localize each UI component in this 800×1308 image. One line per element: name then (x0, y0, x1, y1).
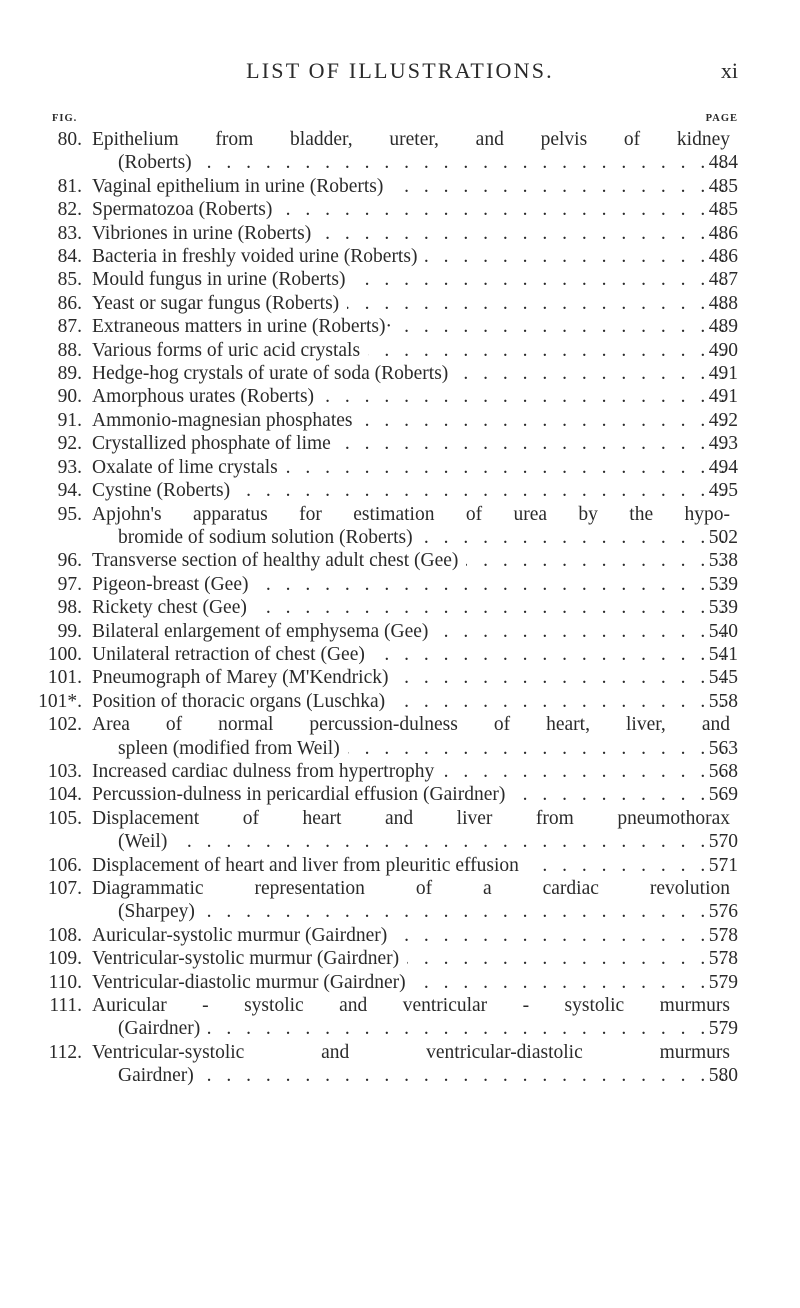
entry-title-line (0, 479, 800, 502)
entry-title: Increased cardiac dulness from hypertrophy (92, 760, 435, 782)
dot-leader (466, 549, 730, 572)
list-item (0, 245, 800, 268)
dot-leader (208, 1017, 730, 1040)
dot-leader (361, 409, 731, 432)
list-item (0, 573, 800, 596)
entry-title-line (0, 760, 800, 783)
entry-title: Ventricular-systolic murmur (Gairdner) (92, 948, 400, 970)
figure-number: 112. (48, 1041, 82, 1063)
figure-number: 106. (47, 854, 82, 876)
entry-title-line (0, 643, 800, 666)
list-item (0, 432, 800, 455)
dot-leader (238, 479, 730, 502)
entry-page-number: 571 (708, 854, 738, 876)
entry-title: bromide of sodium solution (Roberts) (118, 526, 413, 548)
list-item (0, 690, 800, 713)
entry-title-line (0, 666, 800, 689)
entry-title-line (0, 456, 800, 479)
figure-number: 90. (57, 386, 82, 408)
entry-title-line (0, 947, 800, 970)
entry-title-line (0, 596, 800, 619)
dot-leader (286, 456, 730, 479)
list-item (0, 198, 800, 221)
dot-leader (395, 924, 730, 947)
illustrations-list (0, 128, 800, 1088)
entry-page-number: 485 (708, 199, 738, 221)
figure-number: 92. (57, 433, 82, 455)
dot-leader (255, 596, 730, 619)
entry-page-number: 493 (708, 433, 738, 455)
entry-page-number: 491 (708, 363, 738, 385)
entry-title: (Roberts) (118, 152, 192, 174)
list-item (0, 409, 800, 432)
figure-number: 98. (57, 597, 82, 619)
figure-number: 86. (57, 292, 82, 314)
dot-leader (280, 198, 730, 221)
dot-leader (322, 385, 730, 408)
entry-title: Vaginal epithelium in urine (Roberts) (92, 175, 384, 197)
dot-leader (391, 175, 730, 198)
list-item (0, 549, 800, 572)
entry-title: Spermatozoa (Roberts) (92, 199, 273, 221)
entry-page-number: 484 (708, 152, 738, 174)
figure-number: 85. (57, 269, 82, 291)
entry-title-line (0, 549, 800, 572)
entry-page-number: 539 (708, 597, 738, 619)
entry-title: Displacement of heart and liver from pneumothorax (92, 807, 730, 829)
list-item (0, 362, 800, 385)
list-item (0, 268, 800, 291)
entry-title-line (0, 268, 800, 291)
entry-title: Transverse section of healthy adult chest (Gee) (92, 550, 459, 572)
entry-page-number: 579 (708, 971, 738, 993)
figure-number: 80. (57, 129, 82, 150)
entry-title: Unilateral retraction of chest (Gee) (92, 643, 365, 665)
entry-title-line (0, 1017, 800, 1040)
list-item (0, 315, 800, 338)
figure-number: 88. (57, 339, 82, 361)
entry-title: Extraneous matters in urine (Roberts)· (92, 316, 392, 338)
entry-title-line (0, 783, 800, 806)
figure-number: 82. (57, 199, 82, 221)
entry-title: Ammonio-magnesian phosphates (92, 409, 353, 431)
list-item (0, 643, 800, 666)
entry-page-number: 579 (708, 1018, 738, 1040)
entry-title: (Weil) (118, 831, 168, 853)
entry-title-line (0, 854, 800, 877)
figure-number: 97. (57, 573, 82, 595)
entry-title-line (0, 385, 800, 408)
entry-title-line (0, 339, 800, 362)
entry-title-line (0, 690, 800, 713)
entry-title-line (0, 526, 800, 549)
entry-title: Rickety chest (Gee) (92, 597, 247, 619)
entry-title: Mould fungus in urine (Roberts) (92, 269, 346, 291)
figure-number: 81. (57, 175, 82, 197)
figure-number: 100. (47, 643, 82, 665)
list-item (0, 128, 800, 175)
entry-title: spleen (modified from Weil) (118, 737, 340, 759)
entry-title-line (0, 971, 800, 994)
figure-number: 108. (47, 924, 82, 946)
entry-page-number: 541 (708, 643, 738, 665)
figure-number: 84. (57, 246, 82, 268)
entry-title: Oxalate of lime crystals (92, 456, 278, 478)
dot-leader (347, 292, 730, 315)
figure-number: 83. (57, 222, 82, 244)
entry-page-number: 538 (708, 550, 738, 572)
figure-number: 101*. (38, 690, 82, 712)
entry-title: Apjohn's apparatus for estimation of urea by the hypo- (92, 503, 730, 525)
entry-title: (Sharpey) (118, 901, 195, 923)
entry-page-number: 540 (708, 620, 738, 642)
fig-column-label: FIG. (52, 113, 78, 124)
figure-number: 93. (57, 456, 82, 478)
figure-number: 111. (49, 995, 82, 1017)
dot-leader (353, 268, 730, 291)
entry-title: (Gairdner) (118, 1018, 201, 1040)
entry-title: Crystallized phosphate of lime (92, 433, 331, 455)
figure-number: 95. (57, 503, 82, 525)
entry-page-number: 488 (708, 292, 738, 314)
list-item (0, 947, 800, 970)
entry-page-number: 492 (708, 409, 738, 431)
list-item (0, 620, 800, 643)
dot-leader (339, 432, 730, 455)
dot-leader (200, 151, 730, 174)
entry-title: Gairdner) (118, 1065, 194, 1087)
list-item (0, 339, 800, 362)
list-item (0, 783, 800, 806)
entry-title-line (0, 362, 800, 385)
dot-leader (319, 222, 730, 245)
entry-page-number: 486 (708, 246, 738, 268)
figure-number: 110. (48, 971, 82, 993)
entry-page-number: 487 (708, 269, 738, 291)
entry-title-line (0, 830, 800, 853)
list-item (0, 971, 800, 994)
list-item (0, 994, 800, 1041)
dot-leader (393, 690, 730, 713)
entry-title: Various forms of uric acid crystals (92, 339, 361, 361)
entry-title: Cystine (Roberts) (92, 480, 231, 502)
entry-title: Position of thoracic organs (Luschka) (92, 690, 386, 712)
entry-title: Pigeon-breast (Gee) (92, 573, 249, 595)
entry-title-line (0, 900, 800, 923)
dot-leader (407, 947, 730, 970)
list-item (0, 596, 800, 619)
entry-page-number: 576 (708, 901, 738, 923)
entry-page-number: 578 (708, 924, 738, 946)
dot-leader (396, 666, 730, 689)
entry-title-line (0, 222, 800, 245)
dot-leader (425, 245, 730, 268)
dot-leader (202, 1064, 730, 1087)
list-item (0, 924, 800, 947)
dot-leader (368, 339, 730, 362)
entry-title: Bacteria in freshly voided urine (Roberts) (92, 246, 418, 268)
entry-page-number: 558 (708, 690, 738, 712)
figure-number: 103. (47, 760, 82, 782)
entry-title-line (0, 737, 800, 760)
figure-number: 96. (57, 550, 82, 572)
dot-leader (414, 971, 730, 994)
list-item (0, 222, 800, 245)
figure-number: 89. (57, 363, 82, 385)
entry-title: Auricular-systolic murmur (Gairdner) (92, 924, 388, 946)
list-item (0, 713, 800, 760)
entry-page-number: 580 (708, 1065, 738, 1087)
entry-title: Hedge-hog crystals of urate of soda (Roberts) (92, 363, 449, 385)
entry-title-line (0, 315, 800, 338)
list-item (0, 666, 800, 689)
dot-leader (256, 573, 730, 596)
entry-title-line (0, 175, 800, 198)
entry-title: Displacement of heart and liver from pleuritic effusion (92, 854, 519, 876)
list-item (0, 877, 800, 924)
entry-title-line (0, 198, 800, 221)
list-item (0, 292, 800, 315)
dot-leader (373, 643, 730, 666)
entry-title-line (0, 1064, 800, 1087)
entry-title: Yeast or sugar fungus (Roberts) (92, 292, 340, 314)
entry-title: Auricular - systolic and ventricular - systolic murmurs (92, 995, 730, 1017)
entry-title-line (0, 432, 800, 455)
entry-page-number: 486 (708, 222, 738, 244)
page-number: xi (720, 58, 738, 83)
figure-number: 94. (57, 480, 82, 502)
entry-title-line (0, 409, 800, 432)
list-item (0, 854, 800, 877)
list-item (0, 807, 800, 854)
dot-leader (442, 760, 730, 783)
entry-title: Area of normal percussion-dulness of heart, liver, and (92, 714, 730, 736)
dot-leader (456, 362, 730, 385)
dot-leader (348, 737, 730, 760)
list-item (0, 503, 800, 550)
list-item (0, 456, 800, 479)
entry-title-line (0, 151, 800, 174)
figure-number: 104. (47, 784, 82, 806)
figure-number: 87. (57, 316, 82, 338)
entry-page-number: 502 (708, 526, 738, 548)
entry-page-number: 491 (708, 386, 738, 408)
entry-page-number: 495 (708, 480, 738, 502)
entry-title: Diagrammatic representation of a cardiac revolution (92, 878, 730, 899)
figure-number: 101. (47, 667, 82, 689)
page-column-label: PAGE (705, 113, 738, 124)
entry-title: Percussion-dulness in pericardial effusion (Gairdner) (92, 784, 506, 806)
list-item (0, 175, 800, 198)
figure-number: 109. (47, 948, 82, 970)
entry-page-number: 578 (708, 948, 738, 970)
list-item (0, 1041, 800, 1088)
entry-page-number: 570 (708, 831, 738, 853)
entry-title-line (0, 292, 800, 315)
dot-leader (436, 620, 730, 643)
dot-leader (175, 830, 730, 853)
entry-title-line (0, 924, 800, 947)
entry-page-number: 485 (708, 175, 738, 197)
figure-number: 99. (57, 620, 82, 642)
dot-leader (203, 900, 730, 923)
entry-title-line (0, 573, 800, 596)
dot-leader (400, 315, 730, 338)
entry-page-number: 545 (708, 667, 738, 689)
figure-number: 107. (47, 878, 82, 899)
figure-number: 102. (47, 714, 82, 736)
entry-title: Ventricular-systolic and ventricular-diastolic murmurs (92, 1041, 730, 1063)
list-item (0, 760, 800, 783)
list-item (0, 479, 800, 502)
entry-page-number: 563 (708, 737, 738, 759)
running-header (0, 58, 800, 88)
entry-page-number: 568 (708, 760, 738, 782)
entry-title: Vibriones in urine (Roberts) (92, 222, 312, 244)
figure-number: 91. (57, 409, 82, 431)
entry-page-number: 489 (708, 316, 738, 338)
dot-leader (421, 526, 730, 549)
entry-title: Epithelium from bladder, ureter, and pelvis of kidney (92, 129, 730, 150)
figure-number: 105. (47, 807, 82, 829)
entry-title-line (0, 245, 800, 268)
entry-title: Amorphous urates (Roberts) (92, 386, 315, 408)
entry-page-number: 569 (708, 784, 738, 806)
entry-page-number: 494 (708, 456, 738, 478)
page-title: LIST OF ILLUSTRATIONS. (246, 58, 554, 83)
entry-title: Bilateral enlargement of emphysema (Gee) (92, 620, 429, 642)
entry-title-line (0, 620, 800, 643)
entry-page-number: 490 (708, 339, 738, 361)
entry-title: Pneumograph of Marey (M'Kendrick) (92, 667, 389, 689)
entry-title: Ventricular-diastolic murmur (Gairdner) (92, 971, 406, 993)
entry-page-number: 539 (708, 573, 738, 595)
list-item (0, 385, 800, 408)
